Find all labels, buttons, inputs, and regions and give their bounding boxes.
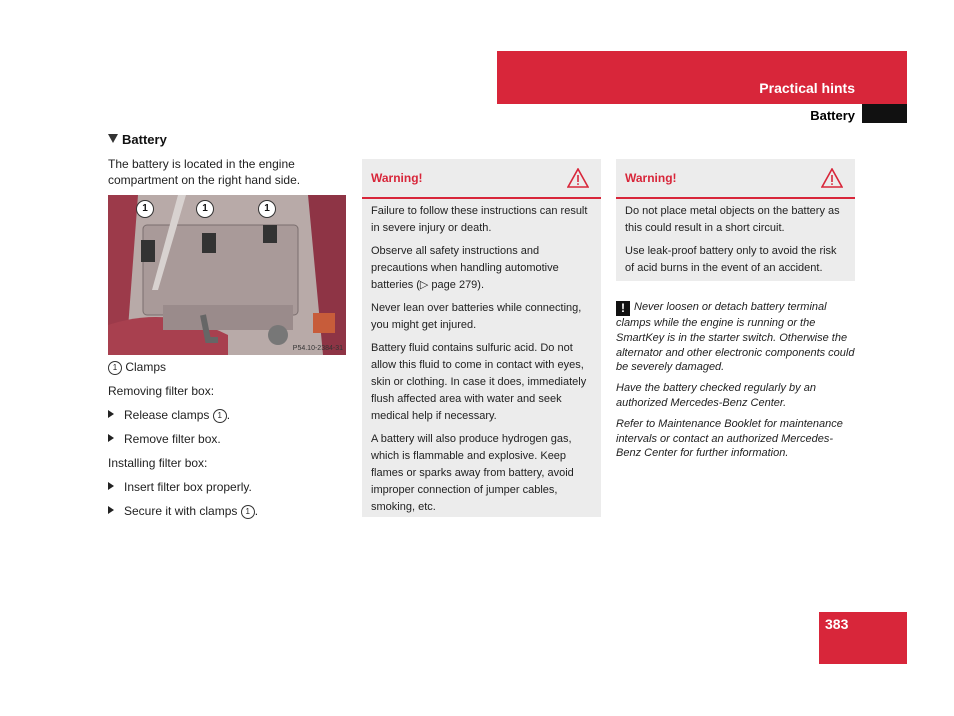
warning-box-1 (362, 159, 601, 517)
page-number-box (819, 612, 907, 664)
step-item: Release clamps 1 . (108, 408, 230, 423)
header-tab-marker (862, 104, 907, 123)
arrow-right-icon (108, 482, 114, 490)
arrow-right-icon (108, 410, 114, 418)
callout-1: 1 (196, 200, 214, 218)
warning-box-2 (616, 159, 855, 281)
step-item: Secure it with clamps 1 . (108, 504, 258, 519)
note-paragraph: Refer to Maintenance Booklet for maintenance intervals or contact an authorized Mercedes-Benz Center for further information. (616, 417, 843, 460)
warning-paragraph: Failure to follow these instructions can result in severe injury or death. (371, 205, 588, 234)
warning-title: Warning! (371, 171, 423, 185)
subsection-title: Battery (810, 108, 855, 123)
page-title: Battery (108, 132, 167, 147)
battery-photo (108, 195, 346, 355)
step-item: Insert filter box properly. (108, 480, 252, 494)
figure-legend: 1 Clamps (108, 360, 166, 375)
notes (616, 300, 856, 467)
warning-body (362, 199, 601, 528)
warning-triangle-icon (567, 168, 589, 193)
warning-triangle-icon (821, 168, 843, 193)
warning-paragraph: Never lean over batteries while connecting, you might get injured. (371, 302, 582, 331)
callout-1: 1 (136, 200, 154, 218)
step-item: Remove filter box. (108, 432, 221, 446)
intro-text: The battery is located in the engine compartment on the right hand side. (108, 157, 301, 187)
warning-title: Warning! (625, 171, 677, 185)
warning-header (362, 159, 601, 199)
warning-paragraph: Observe all safety instructions and precautions when handling automotive batteries (▷ page 279). (371, 245, 559, 291)
section-title: Practical hints (759, 80, 855, 96)
header-band (497, 51, 907, 104)
warning-paragraph: Do not place metal objects on the battery as this could result in a short circuit. (625, 205, 840, 234)
page-number: 383 (825, 616, 849, 632)
engine-compartment-illustration (108, 195, 346, 355)
removing-label: Removing filter box: (108, 384, 215, 398)
installing-label: Installing filter box: (108, 456, 208, 470)
warning-paragraph: Use leak-proof battery only to avoid the risk of acid burns in the event of an accident. (625, 245, 837, 274)
warning-header (616, 159, 855, 199)
callout-1: 1 (258, 200, 276, 218)
triangle-down-icon (108, 134, 118, 143)
warning-paragraph: A battery will also produce hydrogen gas, which is flammable and explosive. Keep flames or sparks away from battery, avoid improper connection of jumper cables, smoking, etc. (371, 433, 574, 513)
arrow-right-icon (108, 506, 114, 514)
warning-body (616, 199, 855, 289)
note-paragraph: ! Never loosen or detach battery terminal clamps while the engine is running or the SmartKey is in the starter switch. Otherwise the alternator and other electronic components could be severely damaged. (616, 301, 855, 374)
warning-paragraph: Battery fluid contains sulfuric acid. Do not allow this fluid to come in contact with eyes, skin or clothing. In case it does, immediately flush affected area with water and seek medical help if necessary. (371, 342, 587, 422)
note-paragraph: Have the battery checked regularly by an authorized Mercedes-Benz Center. (616, 382, 816, 409)
figure-code: P54.10-2384-31 (292, 345, 343, 352)
exclamation-icon: ! (616, 301, 630, 316)
arrow-right-icon (108, 434, 114, 442)
